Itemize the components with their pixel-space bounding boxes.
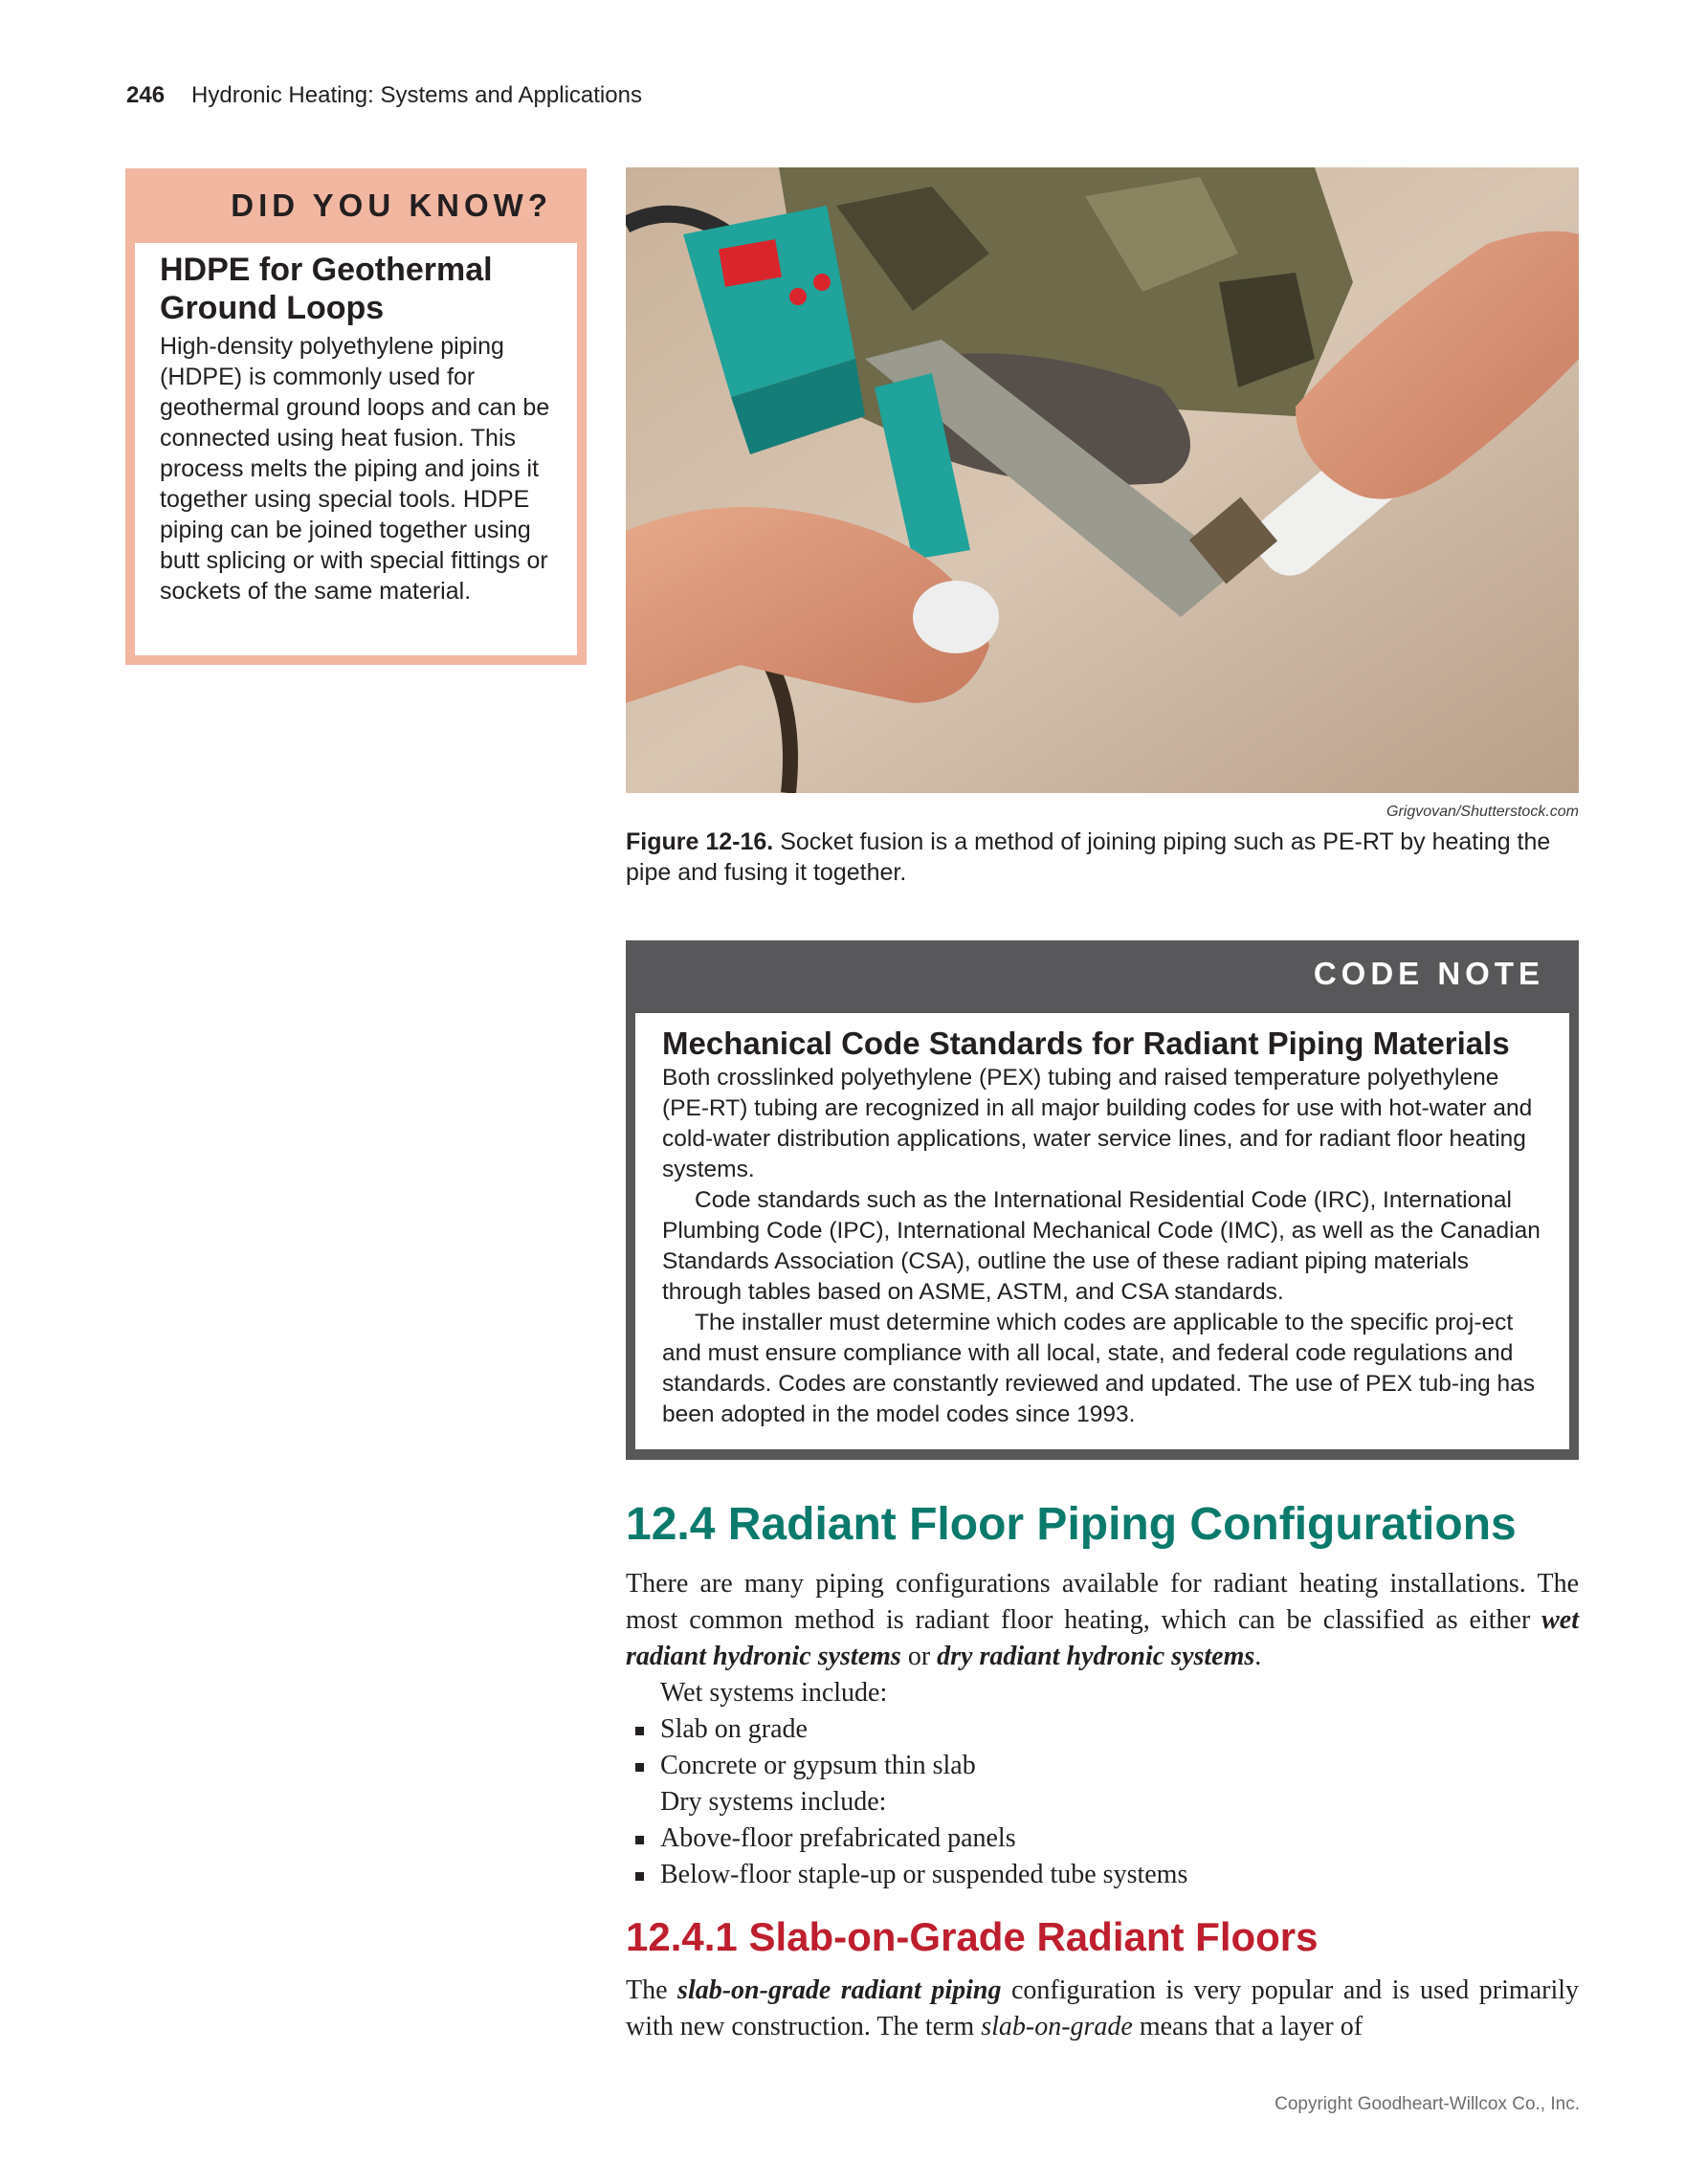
wet-systems-lead: Wet systems include: <box>660 1678 888 1708</box>
did-you-know-content <box>135 243 577 655</box>
wet-systems-list <box>626 1711 976 1784</box>
subsection-paragraph <box>626 1973 1579 2045</box>
figure-caption <box>626 827 1583 888</box>
photo-credit: Grigvovan/Shutterstock.com <box>1386 804 1579 820</box>
key-term-slab: slab-on-grade radiant piping <box>677 1975 1002 2005</box>
key-term-wet: wet radiant hydronic systems <box>626 1605 1579 1671</box>
dry-systems-lead: Dry systems include: <box>660 1787 887 1817</box>
dry-systems-list <box>626 1820 1187 1893</box>
did-you-know-text: High-density polyethylene piping (HDPE) is commonly used for geothermal ground loops and can be connected using heat fusion. This process melts the piping and joins it together using special tools. HDPE piping can be joined together using butt splicing or with special fittings or sockets of the same material. <box>160 333 550 605</box>
book-title: Hydronic Heating: Systems and Applications <box>191 82 642 108</box>
figure-caption-text: Socket fusion is a method of joining piping such as PE-RT by heating the pipe and fusing it together. <box>626 828 1551 886</box>
did-you-know-label: DID YOU KNOW? <box>231 188 552 223</box>
subsection-heading: 12.4.1 Slab-on-Grade Radiant Floors <box>626 1914 1319 1959</box>
list-item: Slab on grade <box>626 1711 976 1748</box>
page-number: 246 <box>126 82 166 108</box>
socket-fusion-photo <box>626 167 1579 793</box>
italic-term: slab-on-grade <box>981 2012 1133 2041</box>
list-item: Above-floor prefabricated panels <box>626 1820 1187 1857</box>
sub-text-c: means that a layer of <box>1132 2012 1363 2041</box>
intro-end: . <box>1254 1642 1262 1671</box>
code-note-box <box>626 940 1579 1460</box>
running-header <box>126 82 642 109</box>
list-item: Below-floor staple-up or suspended tube systems <box>626 1857 1187 1893</box>
list-item: Concrete or gypsum thin slab <box>626 1748 976 1784</box>
did-you-know-heading: HDPE for Geothermal Ground Loops <box>160 252 493 326</box>
code-note-paragraph: The installer must determine which codes are applicable to the specific proj-ect and must ensure compliance with all local, state, and federal code regulations and standards. Codes are constantly reviewed and updated. The use of PEX tub-ing has been adopted in the model codes since 1993. <box>662 1310 1536 1427</box>
figure-label: Figure 12-16. <box>626 828 774 855</box>
code-note-label: CODE NOTE <box>1313 956 1544 991</box>
sub-text-a: The <box>626 1975 678 2005</box>
intro-or: or <box>900 1642 938 1671</box>
copyright-footer: Copyright Goodheart-Willcox Co., Inc. <box>1275 2094 1580 2114</box>
code-note-content <box>635 1013 1569 1449</box>
section-heading: 12.4 Radiant Floor Piping Configurations <box>626 1499 1517 1550</box>
code-note-paragraph: Both crosslinked polyethylene (PEX) tubing and raised temperature polyethylene (PE-RT) tubing are recognized in all major building codes for use with hot-water and cold-water distribution applications, water service lines, and for radiant floor heating systems. <box>662 1065 1533 1182</box>
code-note-heading: Mechanical Code Standards for Radiant Piping Materials <box>662 1026 1510 1061</box>
code-note-paragraph: Code standards such as the International Residential Code (IRC), International Plumbing Code (IPC), International Mechanical Code (IMC), as well as the Canadian Standards Association (CSA), outline the use of these radiant piping materials through tables based on ASME, ASTM, and CSA standards. <box>662 1187 1541 1305</box>
sub-text-b: configuration is very popular and is used primarily with new construction. The term <box>626 1975 1580 2041</box>
did-you-know-box <box>125 168 587 665</box>
section-intro-paragraph <box>626 1566 1579 1675</box>
key-term-dry: dry radiant hydronic systems <box>937 1642 1255 1671</box>
intro-text: There are many piping configurations available for radiant heating installations. The most common method is radiant floor heating, which can be classified as either <box>626 1569 1579 1635</box>
